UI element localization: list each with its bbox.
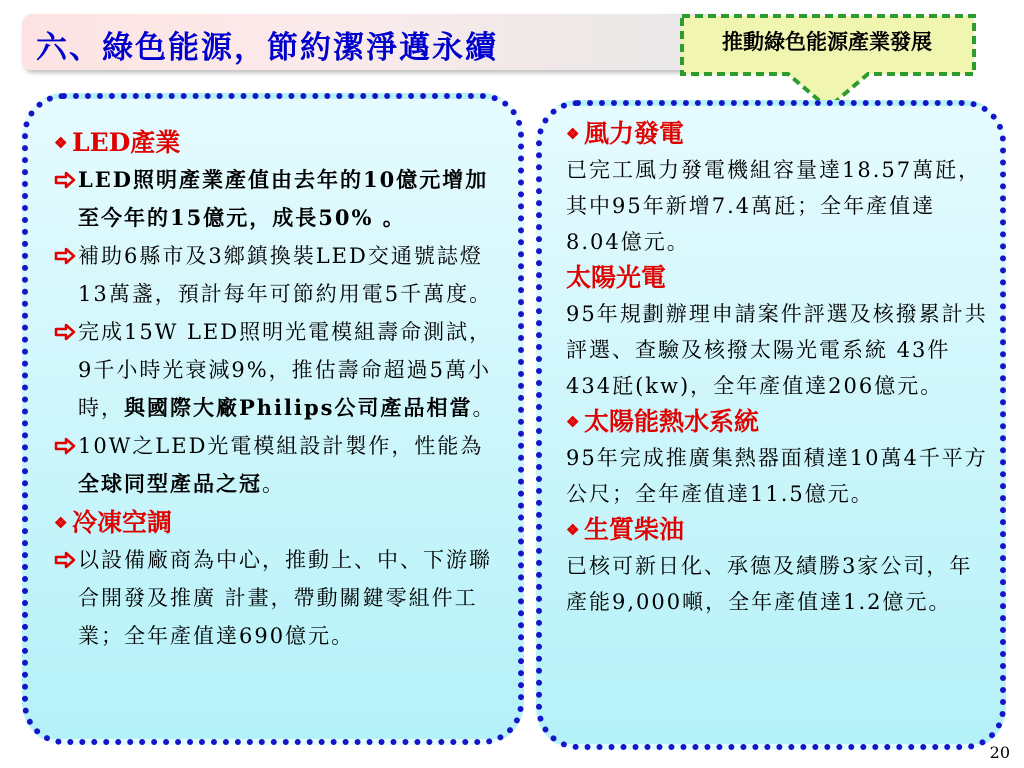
diamond-cluster-icon: ❖ [566, 125, 580, 143]
title-bar [22, 14, 722, 70]
solar-water-heading [566, 404, 988, 440]
led-item-output [54, 161, 500, 237]
led-lifetime-end: 。 [472, 396, 496, 420]
wind-power-text: 已完工風力發電機組容量達18.57萬瓩，其中95年新增7.4萬瓩；全年產值達8.04億元。 [566, 158, 982, 254]
led-ac-panel [22, 93, 524, 745]
wind-heading-text: 風力發電 [584, 119, 685, 148]
led-item-traffic [54, 237, 500, 313]
diamond-cluster-icon: ❖ [54, 134, 68, 152]
corner-banner-label: 推動綠色能源產業發展 [722, 29, 932, 54]
page-title: 六、綠色能源，節約潔淨邁永續 [36, 30, 498, 66]
right-arrow-icon [54, 171, 76, 189]
led-traffic-text: 補助6縣市及3鄉鎮換裝LED交通號誌燈13萬盞，預計每年可節約用電5千萬度。 [78, 244, 493, 306]
right-arrow-icon [54, 323, 76, 341]
led-module-text: 10W之LED光電模組設計製作，性能為 [78, 434, 484, 458]
led-module-end: 。 [262, 472, 285, 496]
solar-pv-heading: 太陽光電 [566, 263, 667, 292]
led-lifetime-text: 完成15W LED照明光電模組壽命測試，9千小時光衰減9%，推估壽命超過5萬小時， [78, 320, 493, 420]
led-module-bold: 全球同型產品之冠 [78, 471, 262, 496]
led-item-lifetime [54, 313, 500, 427]
wind-power-heading [566, 116, 988, 152]
ac-heading-text: 冷凍空調 [72, 508, 173, 537]
solar-pv-text: 95年規劃辦理申請案件評選及核撥累計共評選、查驗及核撥太陽光電系統 43件434瓩(kw)，全年產值達206億元。 [566, 302, 988, 398]
led-item-module [54, 427, 500, 503]
solar-water-heading-text: 太陽能熱水系統 [584, 407, 760, 436]
biodiesel-heading-text: 生質柴油 [584, 515, 685, 544]
biodiesel-heading [566, 512, 988, 548]
ac-item-output [54, 541, 500, 655]
led-output-text: LED照明產業產值由去年的10億元增加至今年的15億元，成長50% 。 [78, 167, 489, 230]
right-arrow-icon [54, 551, 76, 569]
diamond-cluster-icon: ❖ [566, 521, 580, 539]
right-arrow-icon [54, 437, 76, 455]
ac-output-text: 以設備廠商為中心，推動上、中、下游聯合開發及推廣 計畫，帶動關鍵零組件工業；全年產值達690億元。 [78, 548, 492, 648]
page-number: 20 [989, 743, 1010, 762]
diamond-cluster-icon: ❖ [54, 514, 68, 532]
renewable-panel [536, 100, 1006, 750]
right-arrow-icon [54, 247, 76, 265]
led-industry-heading [54, 125, 500, 161]
solar-water-text: 95年完成推廣集熱器面積達10萬4千平方公尺；全年產值達11.5億元。 [566, 446, 988, 506]
diamond-cluster-icon: ❖ [566, 413, 580, 431]
led-lifetime-bold: 與國際大廠Philips公司產品相當 [124, 395, 473, 420]
biodiesel-text: 已核可新日化、承德及績勝3家公司，年產能9,000噸，全年產值達1.2億元。 [566, 554, 973, 614]
air-conditioning-heading [54, 505, 500, 541]
led-heading-text: LED產業 [72, 128, 181, 157]
